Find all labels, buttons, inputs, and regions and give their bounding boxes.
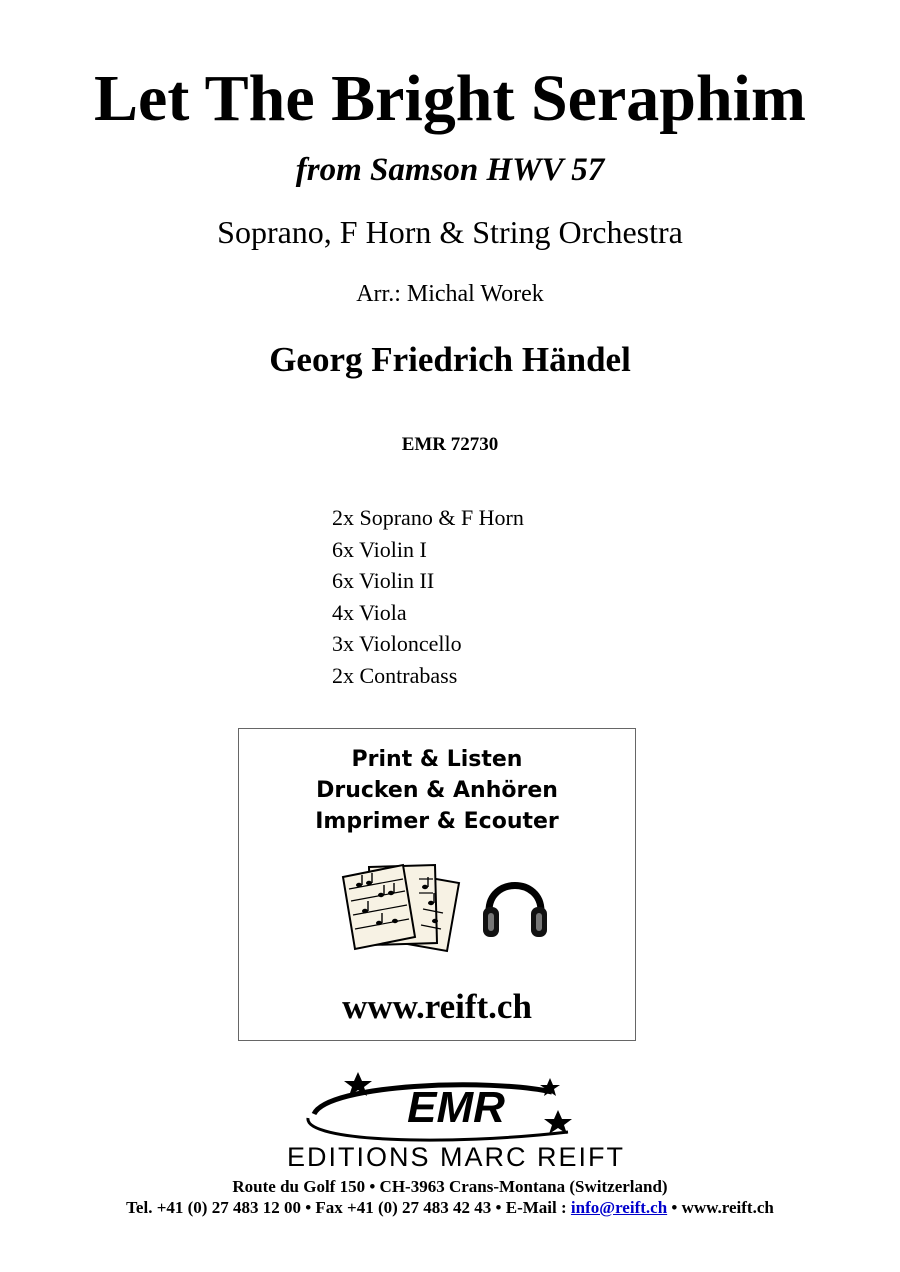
print-and-listen-box	[238, 728, 636, 1041]
score-subtitle: from Samson HWV 57	[295, 152, 605, 188]
contact-website: • www.reift.ch	[667, 1198, 774, 1217]
sheet-music-icon	[339, 859, 467, 955]
score-title: Let The Bright Seraphim	[94, 62, 806, 135]
arranger: Arr.: Michal Worek	[356, 281, 544, 307]
svg-text:EDITIONS MARC REIFT: EDITIONS MARC REIFT	[286, 1142, 626, 1172]
svg-text:EMR: EMR	[407, 1083, 505, 1132]
promo-url[interactable]: www.reift.ch	[342, 987, 532, 1026]
promo-line-german: Drucken & Anhören	[316, 778, 558, 803]
part-item: 4x Viola	[332, 599, 407, 625]
publisher-contact	[0, 1197, 900, 1219]
part-item: 6x Violin II	[332, 568, 435, 594]
instrumentation: Soprano, F Horn & String Orchestra	[217, 214, 683, 250]
parts-list	[332, 502, 524, 692]
emr-logo	[238, 1072, 668, 1172]
publisher-address: Route du Golf 150 • CH-3963 Crans-Montana (Switzerland)	[232, 1177, 668, 1196]
part-item: 3x Violoncello	[332, 631, 462, 657]
promo-line-english: Print & Listen	[351, 747, 523, 772]
email-link[interactable]: info@reift.ch	[570, 1198, 668, 1217]
contact-phone-fax: Tel. +41 (0) 27 483 12 00 • Fax +41 (0) 27 483 42 43 • E-Mail :	[126, 1198, 571, 1217]
part-item: 2x Contrabass	[332, 662, 458, 688]
part-item: 2x Soprano & F Horn	[332, 505, 524, 530]
composer: Georg Friedrich Händel	[269, 340, 631, 379]
catalog-number: EMR 72730	[401, 434, 499, 455]
promo-line-french: Imprimer & Ecouter	[315, 809, 559, 834]
part-item: 6x Violin I	[332, 536, 427, 562]
headphones-icon	[479, 865, 551, 945]
